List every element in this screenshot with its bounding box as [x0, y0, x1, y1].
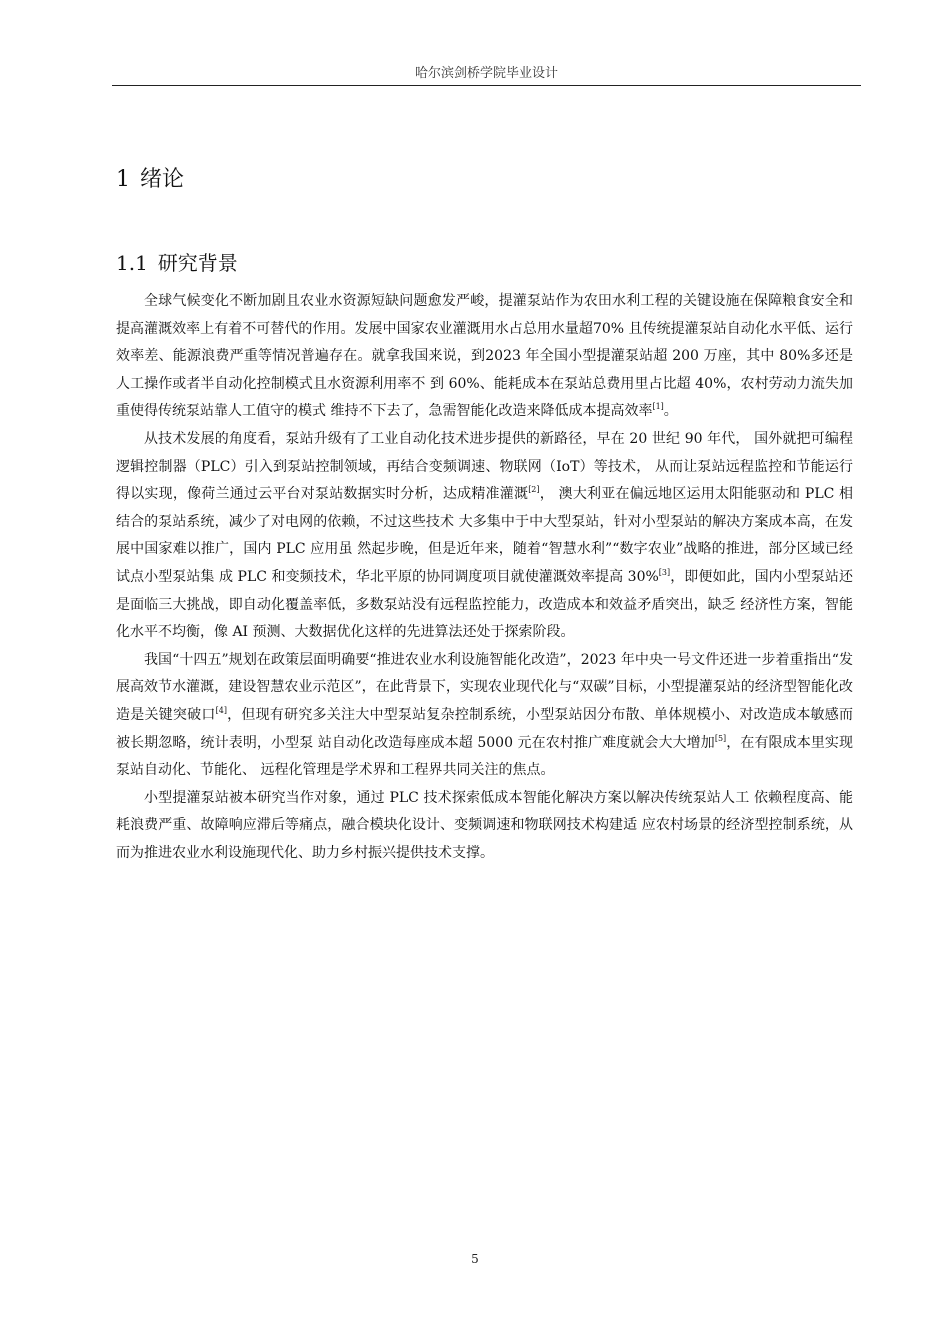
citation-ref: [2]	[528, 485, 540, 495]
chapter-heading	[116, 165, 184, 195]
section-number: 1.1	[116, 251, 148, 275]
chapter-number: 1	[116, 167, 130, 192]
citation-ref: [3]	[658, 567, 671, 577]
paragraph-text-continued: ， 澳大利亚在偏远地区运用太阳能驱动和 PLC 相结合的泵站系统，减少了对电网的依赖，不过这些技术 大多集中于中大型泵站，针对小型泵站的解决方案成本高，在发展中国家难以推广，国内 PLC 应用虽 然起步晚，但是近年来，随着“智慧水利”“数字农业”战略的推进，部分区域已经试点小型泵站集 成 PLC 和变频技术，华北平原的协同调度项目就使灌溉效率提高 30%	[116, 486, 854, 585]
paragraph-text: 小型提灌泵站被本研究当作对象，通过 PLC 技术探索低成本智能化解决方案以解决传统泵站人工 依赖程度高、能耗浪费严重、故障响应滞后等痛点，融合模块化设计、变频调速和物联网技术构建适 应农村场景的经济型控制系统，从而为推进农业水利设施现代化、助力乡村振兴提供技术支撑。	[116, 789, 853, 861]
page-number: 5	[471, 1252, 479, 1266]
section-heading	[116, 249, 238, 277]
paragraph-4	[116, 785, 853, 868]
paragraph-tail: ，在有限成本里实现泵站自动化、节能化、 远程化管理是学术界和工程界共同关注的焦点。	[116, 734, 853, 779]
body-text	[116, 288, 853, 867]
chapter-title: 绪论	[140, 167, 185, 192]
paragraph-text: 全球气候变化不断加剧且农业水资源短缺问题愈发严峻，提灌泵站作为农田水利工程的关键设施在保障粮食安全和提高灌溉效率上有着不可替代的作用。发展中国家农业灌溉用水占总用水量超70% 且传统提灌泵站自动化水平低、运行效率差、能源浪费严重等情况普遍存在。就拿我国来说，到2023 年全国小型提灌泵站超 200 万座，其中 80%多还是人工操作或者半自动化控制模式且水资源利用率不 到 60%、能耗成本在泵站总费用里占比超 40%，农村劳动力流失加重使得传统泵站靠人工值守的模式 维持不下去了，急需智能化改造来降低成本提高效率	[116, 293, 853, 420]
paragraph-text: 从技术发展的角度看，泵站升级有了工业自动化技术进步提供的新路径，早在 20 世纪 90 年代， 国外就把可编程逻辑控制器（PLC）引入到泵站控制领域，再结合变频调速、物联网（IoT）等技术， 从而让泵站远程监控和节能运行得以实现，像荷兰通过云平台对泵站数据实时分析，达成精准灌溉	[116, 430, 853, 503]
paragraph-text: 我国“十四五”规划在政策层面明确要“推进农业水利设施智能化改造”，2023 年中央一号文件还进一步着重指出“发展高效节水灌溉，建设智慧农业示范区”，在此背景下，实现农业现代化与“双碳”目标，小型提灌泵站的经济型智能化改造是关键突破口	[116, 651, 853, 723]
paragraph-1	[116, 288, 853, 426]
citation-ref: [1]	[652, 402, 664, 412]
section-title: 研究背景	[157, 251, 238, 275]
paragraph-2	[116, 426, 853, 647]
paragraph-tail: 。	[663, 403, 678, 420]
citation-ref: [5]	[714, 733, 727, 743]
paragraph-text-continued: ，但现有研究多关注大中型泵站复杂控制系统，小型泵站因分布散、单体规模小、对改造成本敏感而被长期忽略，统计表明，小型泵 站自动化改造每座成本超 5000 元在农村推广难度就会大大增加	[116, 706, 854, 751]
paragraph-3	[116, 647, 853, 785]
header-divider	[112, 85, 861, 86]
running-header: 哈尔滨剑桥学院毕业设计	[414, 66, 558, 81]
paragraph-tail: ，即便如此，国内小型泵站还 是面临三大挑战，即自动化覆盖率低，多数泵站没有远程监控能力，改造成本和效益矛盾突出，缺乏 经济性方案，智能化水平不均衡，像 AI 预测、大数据优化这样的先进算法还处于探索阶段。	[116, 568, 853, 641]
citation-ref: [4]	[215, 705, 227, 715]
